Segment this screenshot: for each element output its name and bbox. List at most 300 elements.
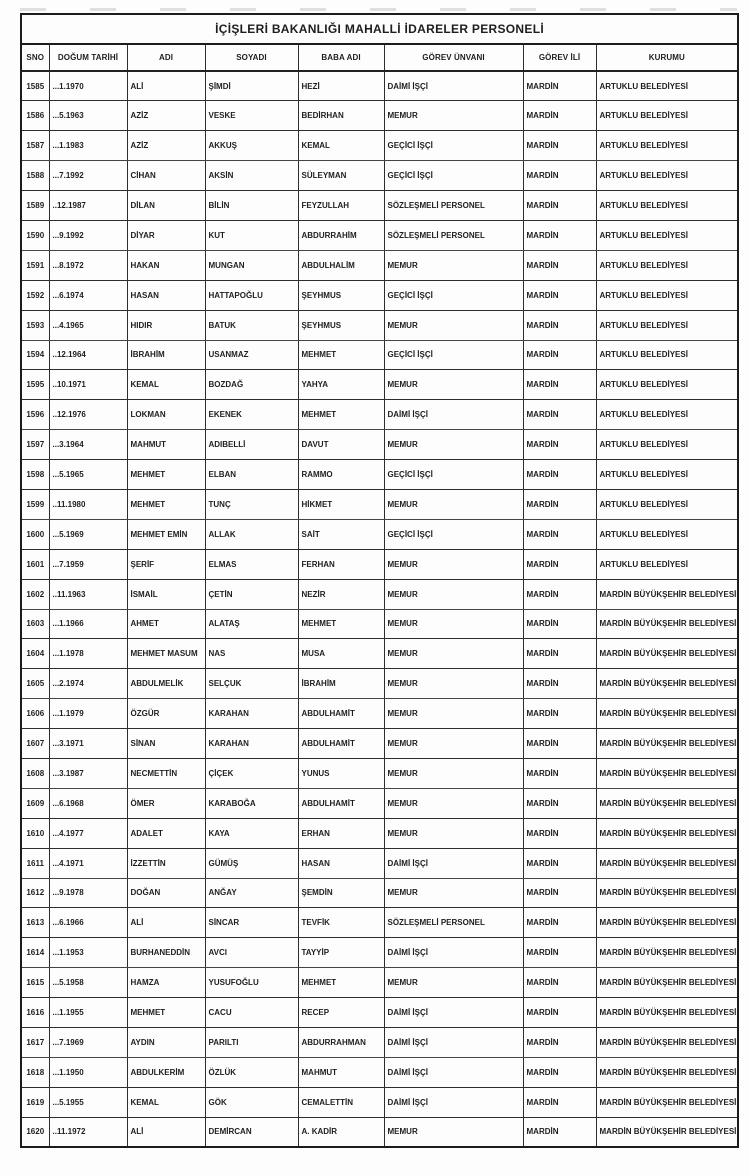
- cell-adi: DİLAN: [127, 191, 205, 221]
- cell-dogum-tarihi: ...3.1987: [49, 758, 127, 788]
- column-header-sno: SNO: [21, 44, 49, 71]
- cell-baba-adi: RECEP: [298, 998, 384, 1028]
- cell-dogum-tarihi: ...4.1971: [49, 848, 127, 878]
- personnel-table: [20, 13, 739, 1148]
- cell-gorev-unvani: MEMUR: [384, 758, 523, 788]
- cell-dogum-tarihi: ...5.1963: [49, 101, 127, 131]
- cell-dogum-tarihi: ...7.1992: [49, 161, 127, 191]
- cell-adi: ALİ: [127, 908, 205, 938]
- cell-gorev-unvani: MEMUR: [384, 1117, 523, 1147]
- cell-gorev-unvani: DAİMİ İŞÇİ: [384, 1028, 523, 1058]
- cell-kurumu: ARTUKLU BELEDİYESİ: [596, 71, 738, 101]
- cell-soyadi: DEMİRCAN: [205, 1117, 298, 1147]
- cell-adi: MAHMUT: [127, 430, 205, 460]
- cell-sno: 1608: [21, 758, 49, 788]
- cell-baba-adi: ABDULHAMİT: [298, 699, 384, 729]
- cell-baba-adi: ABDULHAMİT: [298, 729, 384, 759]
- cell-gorev-ili: MARDİN: [523, 788, 596, 818]
- cell-dogum-tarihi: ..12.1987: [49, 191, 127, 221]
- cell-sno: 1615: [21, 968, 49, 998]
- cell-baba-adi: YUNUS: [298, 758, 384, 788]
- cell-gorev-ili: MARDİN: [523, 609, 596, 639]
- cell-baba-adi: ABDULHALİM: [298, 250, 384, 280]
- cell-sno: 1614: [21, 938, 49, 968]
- cell-soyadi: BATUK: [205, 310, 298, 340]
- cell-gorev-ili: MARDİN: [523, 400, 596, 430]
- cell-dogum-tarihi: ..11.1972: [49, 1117, 127, 1147]
- cell-adi: MEHMET: [127, 460, 205, 490]
- cell-gorev-ili: MARDİN: [523, 1117, 596, 1147]
- cell-sno: 1620: [21, 1117, 49, 1147]
- table-row: [21, 71, 738, 101]
- cell-soyadi: HATTAPOĞLU: [205, 280, 298, 310]
- cell-soyadi: NAS: [205, 639, 298, 669]
- cell-kurumu: ARTUKLU BELEDİYESİ: [596, 340, 738, 370]
- cell-gorev-unvani: DAİMİ İŞÇİ: [384, 400, 523, 430]
- cell-soyadi: KUT: [205, 220, 298, 250]
- cell-sno: 1593: [21, 310, 49, 340]
- cell-adi: ALİ: [127, 71, 205, 101]
- cell-baba-adi: NEZİR: [298, 579, 384, 609]
- cell-sno: 1604: [21, 639, 49, 669]
- cell-adi: AZİZ: [127, 131, 205, 161]
- cell-soyadi: MUNGAN: [205, 250, 298, 280]
- cell-adi: ABDULMELİK: [127, 669, 205, 699]
- cell-soyadi: ELBAN: [205, 460, 298, 490]
- cell-gorev-unvani: MEMUR: [384, 878, 523, 908]
- cell-adi: KEMAL: [127, 370, 205, 400]
- cell-kurumu: ARTUKLU BELEDİYESİ: [596, 191, 738, 221]
- cell-adi: KEMAL: [127, 1087, 205, 1117]
- cell-kurumu: ARTUKLU BELEDİYESİ: [596, 370, 738, 400]
- cell-sno: 1592: [21, 280, 49, 310]
- cell-baba-adi: BEDİRHAN: [298, 101, 384, 131]
- cell-gorev-unvani: MEMUR: [384, 669, 523, 699]
- column-header-gorev-unvani: GÖREV ÜNVANI: [384, 44, 523, 71]
- cell-baba-adi: HASAN: [298, 848, 384, 878]
- cell-kurumu: ARTUKLU BELEDİYESİ: [596, 519, 738, 549]
- cell-dogum-tarihi: ..11.1963: [49, 579, 127, 609]
- cell-adi: HAMZA: [127, 968, 205, 998]
- cell-adi: BURHANEDDİN: [127, 938, 205, 968]
- cell-baba-adi: ŞEMDİN: [298, 878, 384, 908]
- cell-gorev-ili: MARDİN: [523, 370, 596, 400]
- cell-adi: ŞERİF: [127, 549, 205, 579]
- cell-soyadi: SİNCAR: [205, 908, 298, 938]
- column-header-adi: ADI: [127, 44, 205, 71]
- cell-kurumu: ARTUKLU BELEDİYESİ: [596, 280, 738, 310]
- cell-soyadi: KAYA: [205, 818, 298, 848]
- cell-sno: 1585: [21, 71, 49, 101]
- cell-dogum-tarihi: ..12.1976: [49, 400, 127, 430]
- cell-adi: HIDIR: [127, 310, 205, 340]
- cell-gorev-ili: MARDİN: [523, 460, 596, 490]
- cell-baba-adi: YAHYA: [298, 370, 384, 400]
- cell-sno: 1605: [21, 669, 49, 699]
- cell-kurumu: ARTUKLU BELEDİYESİ: [596, 460, 738, 490]
- cell-baba-adi: MEHMET: [298, 968, 384, 998]
- cell-dogum-tarihi: ...5.1958: [49, 968, 127, 998]
- cell-kurumu: MARDİN BÜYÜKŞEHİR BELEDİYESİ: [596, 788, 738, 818]
- cell-adi: ÖZGÜR: [127, 699, 205, 729]
- cell-gorev-unvani: MEMUR: [384, 788, 523, 818]
- cell-gorev-ili: MARDİN: [523, 699, 596, 729]
- column-header-soyadi: SOYADI: [205, 44, 298, 71]
- cell-gorev-unvani: MEMUR: [384, 729, 523, 759]
- cell-sno: 1589: [21, 191, 49, 221]
- cell-gorev-unvani: MEMUR: [384, 699, 523, 729]
- table-row: [21, 340, 738, 370]
- cell-kurumu: MARDİN BÜYÜKŞEHİR BELEDİYESİ: [596, 968, 738, 998]
- cell-baba-adi: ABDURRAHMAN: [298, 1028, 384, 1058]
- cell-baba-adi: MEHMET: [298, 400, 384, 430]
- cell-adi: AHMET: [127, 609, 205, 639]
- cell-dogum-tarihi: ..10.1971: [49, 370, 127, 400]
- table-row: [21, 729, 738, 759]
- cell-gorev-unvani: GEÇİCİ İŞÇİ: [384, 340, 523, 370]
- cell-kurumu: MARDİN BÜYÜKŞEHİR BELEDİYESİ: [596, 639, 738, 669]
- cell-kurumu: MARDİN BÜYÜKŞEHİR BELEDİYESİ: [596, 848, 738, 878]
- cell-kurumu: MARDİN BÜYÜKŞEHİR BELEDİYESİ: [596, 1057, 738, 1087]
- cell-gorev-unvani: DAİMİ İŞÇİ: [384, 1087, 523, 1117]
- cell-adi: MEHMET: [127, 489, 205, 519]
- table-row: [21, 400, 738, 430]
- cell-gorev-unvani: MEMUR: [384, 250, 523, 280]
- cell-sno: 1611: [21, 848, 49, 878]
- cell-gorev-ili: MARDİN: [523, 549, 596, 579]
- cell-gorev-ili: MARDİN: [523, 489, 596, 519]
- cell-baba-adi: MAHMUT: [298, 1057, 384, 1087]
- cell-baba-adi: MUSA: [298, 639, 384, 669]
- cell-kurumu: ARTUKLU BELEDİYESİ: [596, 549, 738, 579]
- cell-adi: ABDULKERİM: [127, 1057, 205, 1087]
- cell-gorev-unvani: GEÇİCİ İŞÇİ: [384, 519, 523, 549]
- table-row: [21, 938, 738, 968]
- table-row: [21, 699, 738, 729]
- cell-adi: İBRAHİM: [127, 340, 205, 370]
- cell-gorev-ili: MARDİN: [523, 579, 596, 609]
- cell-dogum-tarihi: ...9.1992: [49, 220, 127, 250]
- cell-soyadi: KARAHAN: [205, 699, 298, 729]
- cell-adi: ÖMER: [127, 788, 205, 818]
- cell-gorev-unvani: GEÇİCİ İŞÇİ: [384, 161, 523, 191]
- cell-sno: 1596: [21, 400, 49, 430]
- cell-sno: 1609: [21, 788, 49, 818]
- cell-soyadi: AKSİN: [205, 161, 298, 191]
- cell-soyadi: ÇETİN: [205, 579, 298, 609]
- cell-kurumu: ARTUKLU BELEDİYESİ: [596, 101, 738, 131]
- cell-kurumu: ARTUKLU BELEDİYESİ: [596, 310, 738, 340]
- cell-soyadi: BOZDAĞ: [205, 370, 298, 400]
- cell-sno: 1607: [21, 729, 49, 759]
- cell-adi: DOĞAN: [127, 878, 205, 908]
- table-row: [21, 191, 738, 221]
- cell-kurumu: ARTUKLU BELEDİYESİ: [596, 131, 738, 161]
- table-row: [21, 788, 738, 818]
- cell-sno: 1618: [21, 1057, 49, 1087]
- table-row: [21, 818, 738, 848]
- cell-soyadi: SELÇUK: [205, 669, 298, 699]
- table-row: [21, 669, 738, 699]
- cell-dogum-tarihi: ...1.1950: [49, 1057, 127, 1087]
- cell-sno: 1598: [21, 460, 49, 490]
- cell-soyadi: VESKE: [205, 101, 298, 131]
- cell-kurumu: MARDİN BÜYÜKŞEHİR BELEDİYESİ: [596, 1087, 738, 1117]
- cell-kurumu: MARDİN BÜYÜKŞEHİR BELEDİYESİ: [596, 908, 738, 938]
- table-row: [21, 579, 738, 609]
- cell-adi: CİHAN: [127, 161, 205, 191]
- cell-dogum-tarihi: ...7.1959: [49, 549, 127, 579]
- cell-baba-adi: RAMMO: [298, 460, 384, 490]
- table-row: [21, 878, 738, 908]
- cell-gorev-ili: MARDİN: [523, 878, 596, 908]
- table-row: [21, 310, 738, 340]
- cell-dogum-tarihi: ...1.1953: [49, 938, 127, 968]
- cell-kurumu: ARTUKLU BELEDİYESİ: [596, 161, 738, 191]
- cell-gorev-ili: MARDİN: [523, 729, 596, 759]
- cell-gorev-ili: MARDİN: [523, 519, 596, 549]
- cell-gorev-unvani: MEMUR: [384, 639, 523, 669]
- cell-gorev-unvani: MEMUR: [384, 818, 523, 848]
- cell-dogum-tarihi: ..12.1964: [49, 340, 127, 370]
- table-row: [21, 609, 738, 639]
- cell-sno: 1594: [21, 340, 49, 370]
- cell-gorev-unvani: MEMUR: [384, 101, 523, 131]
- table-row: [21, 848, 738, 878]
- table-header-row: [21, 44, 738, 71]
- cell-kurumu: MARDİN BÜYÜKŞEHİR BELEDİYESİ: [596, 1028, 738, 1058]
- cell-baba-adi: İBRAHİM: [298, 669, 384, 699]
- cell-gorev-unvani: GEÇİCİ İŞÇİ: [384, 131, 523, 161]
- cell-gorev-ili: MARDİN: [523, 639, 596, 669]
- table-row: [21, 370, 738, 400]
- cell-adi: LOKMAN: [127, 400, 205, 430]
- cell-soyadi: ALLAK: [205, 519, 298, 549]
- cell-gorev-ili: MARDİN: [523, 280, 596, 310]
- cell-baba-adi: HEZİ: [298, 71, 384, 101]
- cell-soyadi: CACU: [205, 998, 298, 1028]
- cell-kurumu: MARDİN BÜYÜKŞEHİR BELEDİYESİ: [596, 669, 738, 699]
- cell-kurumu: MARDİN BÜYÜKŞEHİR BELEDİYESİ: [596, 758, 738, 788]
- cell-baba-adi: FEYZULLAH: [298, 191, 384, 221]
- cell-sno: 1610: [21, 818, 49, 848]
- cell-adi: İZZETTİN: [127, 848, 205, 878]
- cell-soyadi: BİLİN: [205, 191, 298, 221]
- cell-gorev-unvani: SÖZLEŞMELİ PERSONEL: [384, 908, 523, 938]
- cell-sno: 1606: [21, 699, 49, 729]
- cell-soyadi: ANĞAY: [205, 878, 298, 908]
- cell-baba-adi: MEHMET: [298, 340, 384, 370]
- cell-dogum-tarihi: ...5.1969: [49, 519, 127, 549]
- cell-gorev-ili: MARDİN: [523, 1028, 596, 1058]
- cell-adi: MEHMET: [127, 998, 205, 1028]
- cell-gorev-ili: MARDİN: [523, 131, 596, 161]
- cell-dogum-tarihi: ...1.1983: [49, 131, 127, 161]
- cell-kurumu: MARDİN BÜYÜKŞEHİR BELEDİYESİ: [596, 1117, 738, 1147]
- column-header-kurumu: KURUMU: [596, 44, 738, 71]
- cell-sno: 1599: [21, 489, 49, 519]
- table-row: [21, 639, 738, 669]
- table-row: [21, 101, 738, 131]
- table-row: [21, 1057, 738, 1087]
- table-row: [21, 1117, 738, 1147]
- cell-gorev-ili: MARDİN: [523, 71, 596, 101]
- table-row: [21, 161, 738, 191]
- cell-gorev-ili: MARDİN: [523, 968, 596, 998]
- cell-gorev-ili: MARDİN: [523, 818, 596, 848]
- cell-adi: AYDIN: [127, 1028, 205, 1058]
- cell-sno: 1597: [21, 430, 49, 460]
- cell-dogum-tarihi: ...9.1978: [49, 878, 127, 908]
- cell-sno: 1588: [21, 161, 49, 191]
- cell-adi: AZİZ: [127, 101, 205, 131]
- cell-kurumu: MARDİN BÜYÜKŞEHİR BELEDİYESİ: [596, 609, 738, 639]
- cell-sno: 1603: [21, 609, 49, 639]
- cell-gorev-unvani: MEMUR: [384, 310, 523, 340]
- cell-soyadi: AKKUŞ: [205, 131, 298, 161]
- cell-soyadi: GÖK: [205, 1087, 298, 1117]
- cell-adi: ADALET: [127, 818, 205, 848]
- cell-gorev-unvani: MEMUR: [384, 430, 523, 460]
- cell-dogum-tarihi: ..11.1980: [49, 489, 127, 519]
- cell-gorev-unvani: MEMUR: [384, 489, 523, 519]
- cell-adi: MEHMET MASUM: [127, 639, 205, 669]
- cell-dogum-tarihi: ...6.1966: [49, 908, 127, 938]
- cell-gorev-unvani: MEMUR: [384, 968, 523, 998]
- cell-gorev-ili: MARDİN: [523, 1087, 596, 1117]
- cell-sno: 1602: [21, 579, 49, 609]
- cell-dogum-tarihi: ...1.1970: [49, 71, 127, 101]
- cell-gorev-unvani: DAİMİ İŞÇİ: [384, 1057, 523, 1087]
- cell-soyadi: USANMAZ: [205, 340, 298, 370]
- cell-gorev-unvani: MEMUR: [384, 609, 523, 639]
- cell-dogum-tarihi: ...5.1955: [49, 1087, 127, 1117]
- cell-baba-adi: SAİT: [298, 519, 384, 549]
- cell-dogum-tarihi: ...1.1955: [49, 998, 127, 1028]
- cell-dogum-tarihi: ...1.1979: [49, 699, 127, 729]
- cell-gorev-ili: MARDİN: [523, 938, 596, 968]
- cell-gorev-unvani: GEÇİCİ İŞÇİ: [384, 460, 523, 490]
- cell-gorev-ili: MARDİN: [523, 908, 596, 938]
- page-title: İÇİŞLERİ BAKANLIĞI MAHALLİ İDARELER PERSONELİ: [21, 14, 738, 44]
- cell-baba-adi: ABDURRAHİM: [298, 220, 384, 250]
- cell-dogum-tarihi: ...6.1974: [49, 280, 127, 310]
- table-row: [21, 489, 738, 519]
- cell-soyadi: EKENEK: [205, 400, 298, 430]
- cell-adi: DİYAR: [127, 220, 205, 250]
- cell-gorev-unvani: MEMUR: [384, 370, 523, 400]
- title-row: [21, 14, 738, 44]
- cell-kurumu: MARDİN BÜYÜKŞEHİR BELEDİYESİ: [596, 579, 738, 609]
- cell-dogum-tarihi: ...4.1965: [49, 310, 127, 340]
- cell-gorev-ili: MARDİN: [523, 220, 596, 250]
- cell-dogum-tarihi: ...7.1969: [49, 1028, 127, 1058]
- cell-baba-adi: TAYYİP: [298, 938, 384, 968]
- cell-gorev-ili: MARDİN: [523, 758, 596, 788]
- cell-soyadi: ALATAŞ: [205, 609, 298, 639]
- cell-kurumu: MARDİN BÜYÜKŞEHİR BELEDİYESİ: [596, 878, 738, 908]
- table-row: [21, 131, 738, 161]
- cell-soyadi: GÜMÜŞ: [205, 848, 298, 878]
- cell-gorev-ili: MARDİN: [523, 1057, 596, 1087]
- cell-gorev-ili: MARDİN: [523, 310, 596, 340]
- cell-baba-adi: ŞEYHMUS: [298, 280, 384, 310]
- cell-kurumu: MARDİN BÜYÜKŞEHİR BELEDİYESİ: [596, 998, 738, 1028]
- cell-gorev-unvani: DAİMİ İŞÇİ: [384, 848, 523, 878]
- cell-baba-adi: ŞEYHMUS: [298, 310, 384, 340]
- cell-gorev-ili: MARDİN: [523, 340, 596, 370]
- cell-gorev-ili: MARDİN: [523, 191, 596, 221]
- cell-adi: İSMAİL: [127, 579, 205, 609]
- table-row: [21, 220, 738, 250]
- cell-kurumu: MARDİN BÜYÜKŞEHİR BELEDİYESİ: [596, 818, 738, 848]
- column-header-gorev-ili: GÖREV İLİ: [523, 44, 596, 71]
- cell-gorev-ili: MARDİN: [523, 669, 596, 699]
- cell-soyadi: KARAHAN: [205, 729, 298, 759]
- cell-soyadi: ÖZLÜK: [205, 1057, 298, 1087]
- cell-baba-adi: ERHAN: [298, 818, 384, 848]
- cell-soyadi: TUNÇ: [205, 489, 298, 519]
- table-row: [21, 519, 738, 549]
- cell-soyadi: PARILTI: [205, 1028, 298, 1058]
- cell-sno: 1601: [21, 549, 49, 579]
- table-row: [21, 460, 738, 490]
- table-row: [21, 968, 738, 998]
- cell-kurumu: ARTUKLU BELEDİYESİ: [596, 220, 738, 250]
- table-row: [21, 1028, 738, 1058]
- cell-soyadi: ŞİMDİ: [205, 71, 298, 101]
- table-row: [21, 430, 738, 460]
- cell-kurumu: MARDİN BÜYÜKŞEHİR BELEDİYESİ: [596, 729, 738, 759]
- cell-baba-adi: KEMAL: [298, 131, 384, 161]
- cell-dogum-tarihi: ...6.1968: [49, 788, 127, 818]
- cell-sno: 1586: [21, 101, 49, 131]
- cell-adi: HASAN: [127, 280, 205, 310]
- cell-dogum-tarihi: ...5.1965: [49, 460, 127, 490]
- cell-dogum-tarihi: ...1.1978: [49, 639, 127, 669]
- cell-baba-adi: SÜLEYMAN: [298, 161, 384, 191]
- cell-adi: ALİ: [127, 1117, 205, 1147]
- cell-baba-adi: FERHAN: [298, 549, 384, 579]
- cell-dogum-tarihi: ...1.1966: [49, 609, 127, 639]
- cell-baba-adi: HİKMET: [298, 489, 384, 519]
- cell-baba-adi: MEHMET: [298, 609, 384, 639]
- cell-dogum-tarihi: ...2.1974: [49, 669, 127, 699]
- cell-kurumu: ARTUKLU BELEDİYESİ: [596, 250, 738, 280]
- cell-gorev-unvani: DAİMİ İŞÇİ: [384, 938, 523, 968]
- cell-sno: 1587: [21, 131, 49, 161]
- cell-soyadi: ÇİÇEK: [205, 758, 298, 788]
- cell-baba-adi: DAVUT: [298, 430, 384, 460]
- cell-adi: MEHMET EMİN: [127, 519, 205, 549]
- cell-dogum-tarihi: ...3.1964: [49, 430, 127, 460]
- cell-soyadi: YUSUFOĞLU: [205, 968, 298, 998]
- cell-baba-adi: ABDULHAMİT: [298, 788, 384, 818]
- cell-adi: SİNAN: [127, 729, 205, 759]
- cell-kurumu: ARTUKLU BELEDİYESİ: [596, 430, 738, 460]
- cell-sno: 1616: [21, 998, 49, 1028]
- table-row: [21, 1087, 738, 1117]
- cell-sno: 1617: [21, 1028, 49, 1058]
- table-row: [21, 250, 738, 280]
- cell-gorev-unvani: DAİMİ İŞÇİ: [384, 71, 523, 101]
- cell-adi: HAKAN: [127, 250, 205, 280]
- cell-dogum-tarihi: ...4.1977: [49, 818, 127, 848]
- cell-gorev-ili: MARDİN: [523, 101, 596, 131]
- scan-artifact: [20, 8, 737, 11]
- cell-gorev-unvani: SÖZLEŞMELİ PERSONEL: [384, 191, 523, 221]
- cell-sno: 1613: [21, 908, 49, 938]
